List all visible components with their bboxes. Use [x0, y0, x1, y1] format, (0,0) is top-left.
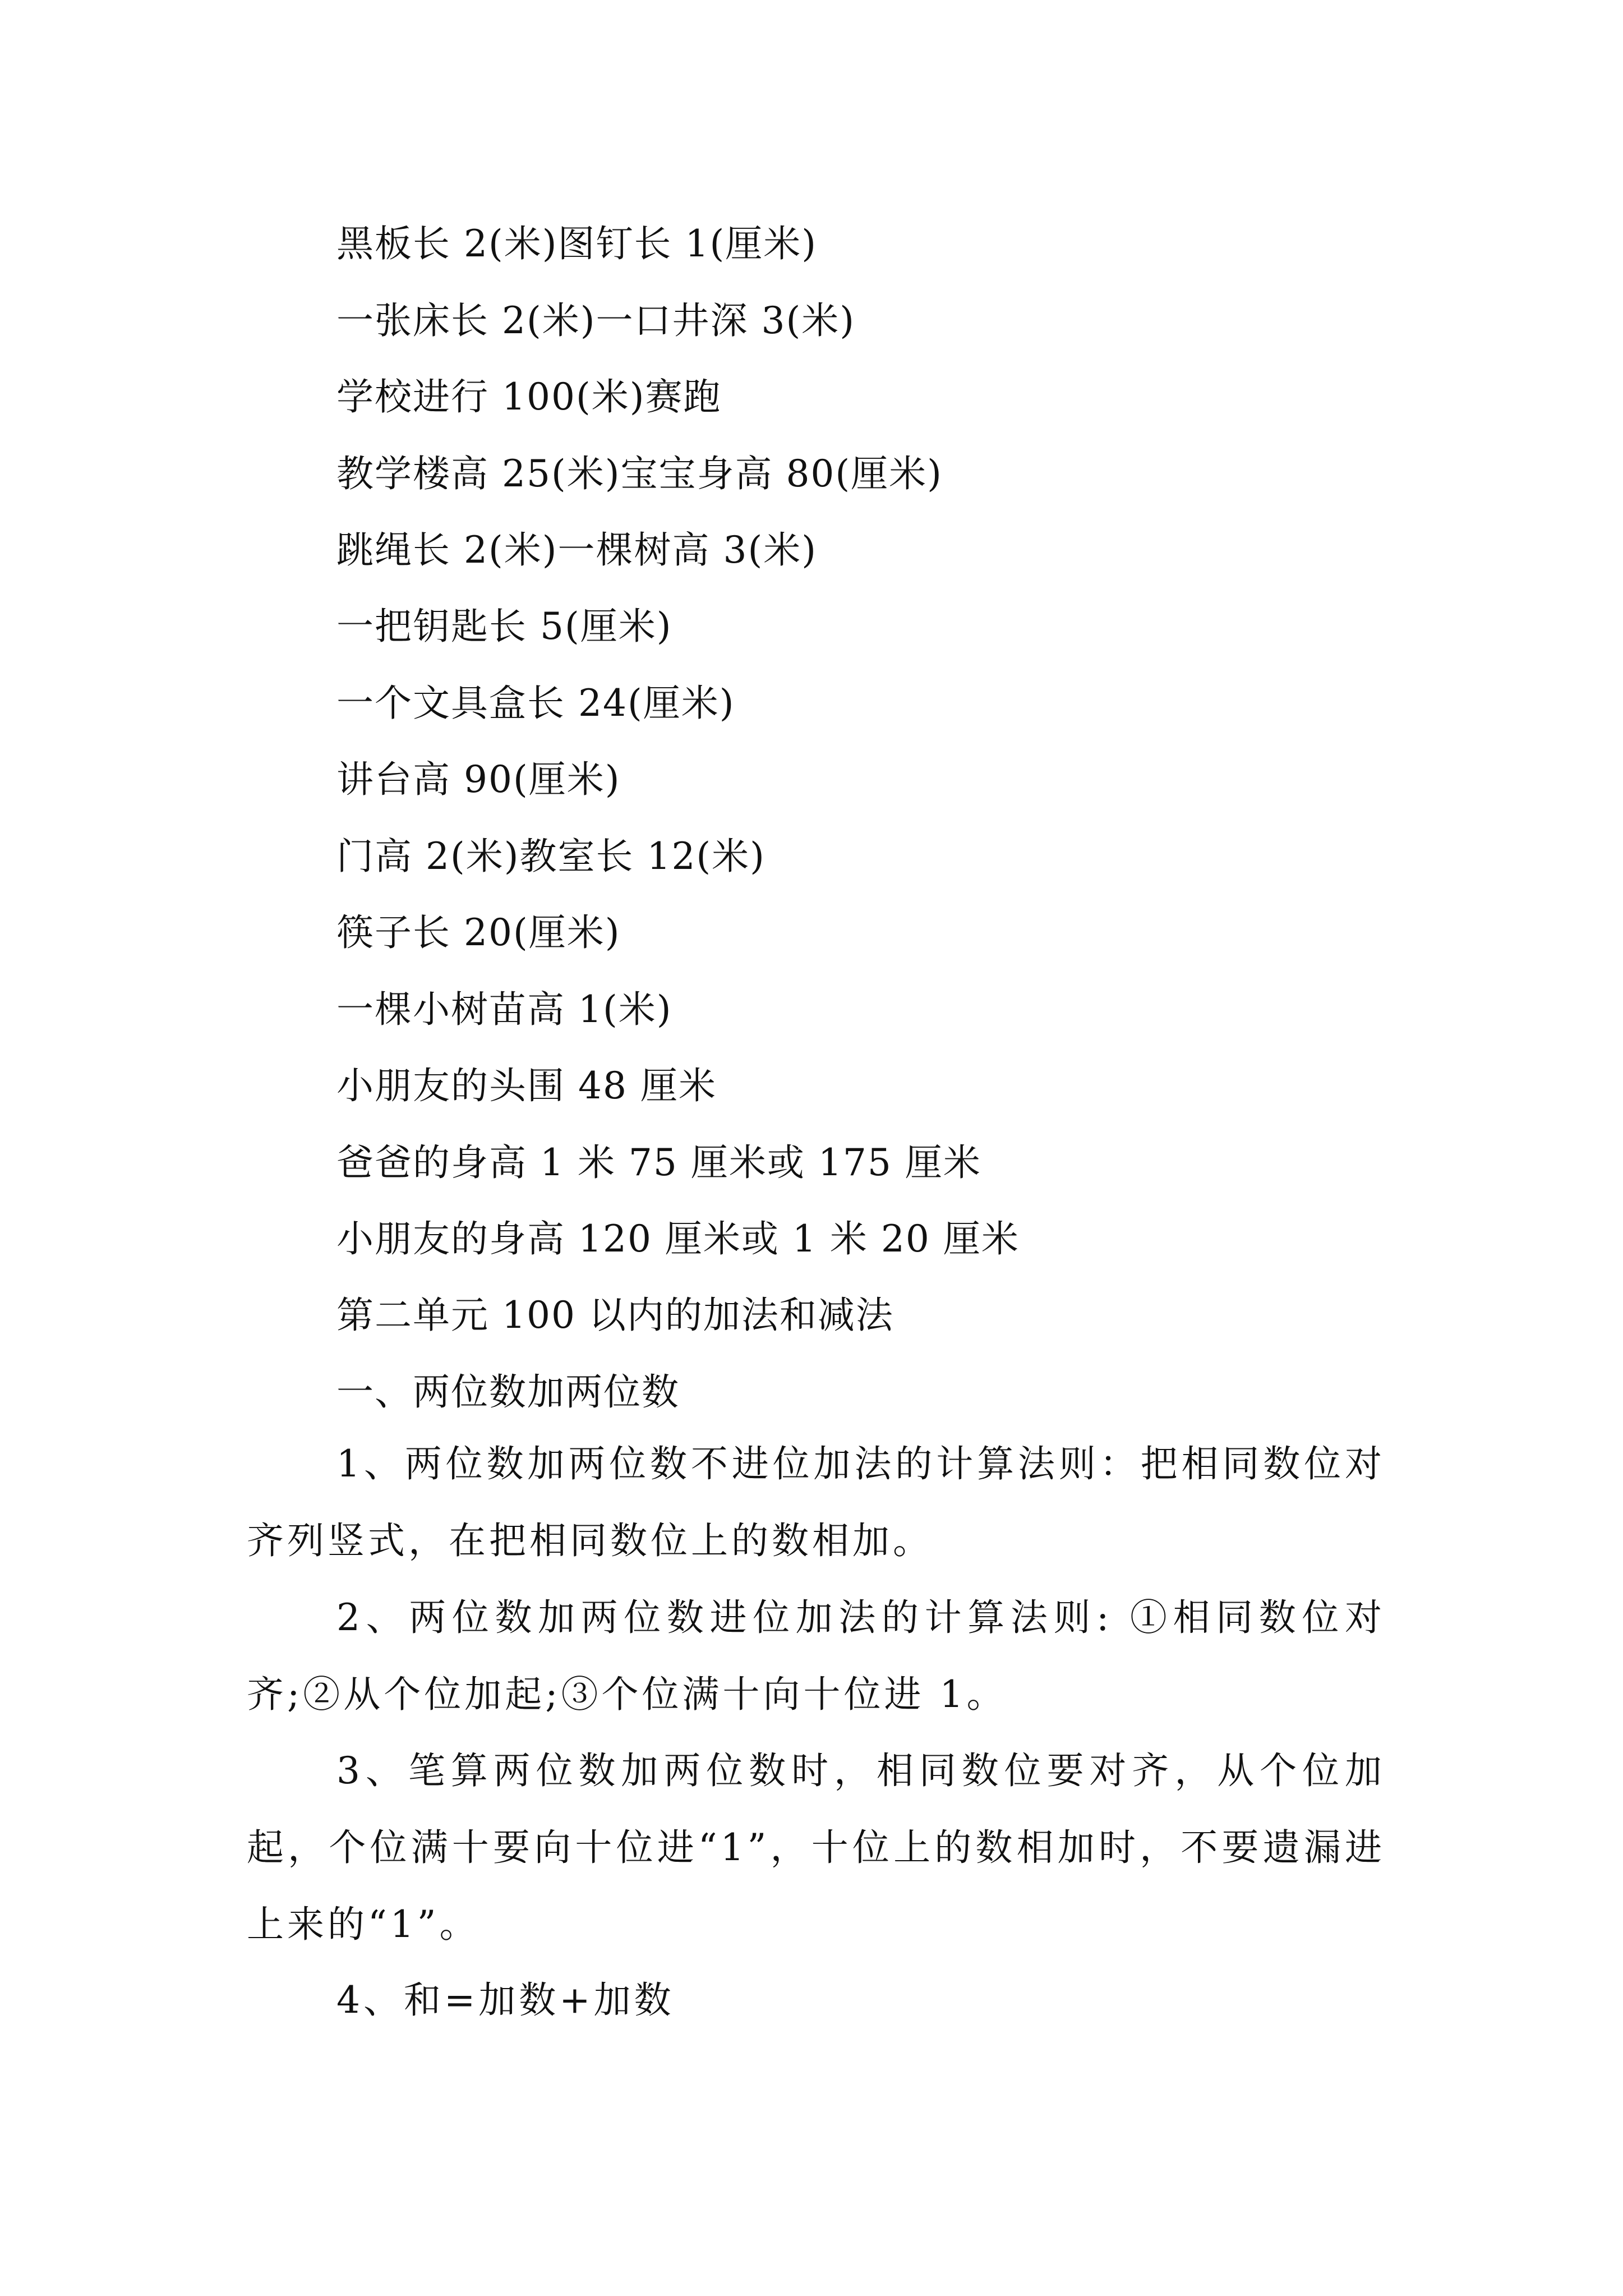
paragraph-rule-1: 1、两位数加两位数不进位加法的计算法则：把相同数位对齐列竖式，在把相同数位上的数相加。 [247, 1442, 1385, 1562]
paragraph-rule-3: 3、笔算两位数加两位数时，相同数位要对齐，从个位加起，个位满十要向十位进“1”，十位上的数相加时，不要遗漏进上来的“1”。 [247, 1749, 1385, 1946]
text-line: 筷子长 20(厘米) [336, 911, 621, 954]
text-line: 爸爸的身高 1 米 75 厘米或 175 厘米 [336, 1141, 981, 1184]
text-line: 一张床长 2(米)一口井深 3(米) [336, 299, 855, 342]
text-line: 一棵小树苗高 1(米) [336, 988, 672, 1031]
text-line: 一个文具盒长 24(厘米) [336, 682, 735, 725]
text-line: 黑板长 2(米)图钉长 1(厘米) [336, 222, 817, 265]
text-line: 门高 2(米)教室长 12(米) [336, 835, 766, 878]
text-line: 一把钥匙长 5(厘米) [336, 605, 672, 648]
text-line: 跳绳长 2(米)一棵树高 3(米) [336, 528, 817, 572]
text-line: 教学楼高 25(米)宝宝身高 80(厘米) [336, 452, 943, 495]
paragraph-rule-4: 4、和=加数+加数 [336, 1978, 675, 2022]
text-line: 讲台高 90(厘米) [336, 758, 621, 801]
section-heading: 第二单元 100 以内的加法和减法 [336, 1294, 894, 1337]
paragraph-rule-2: 2、两位数加两位数进位加法的计算法则: ①相同数位对齐;②从个位加起;③个位满十向十位进 1。 [247, 1596, 1385, 1716]
text-line: 小朋友的身高 120 厘米或 1 米 20 厘米 [336, 1217, 1020, 1260]
subsection-heading: 一、两位数加两位数 [336, 1370, 680, 1414]
text-line: 小朋友的头围 48 厘米 [336, 1064, 717, 1107]
text-line: 学校进行 100(米)赛跑 [336, 375, 722, 418]
